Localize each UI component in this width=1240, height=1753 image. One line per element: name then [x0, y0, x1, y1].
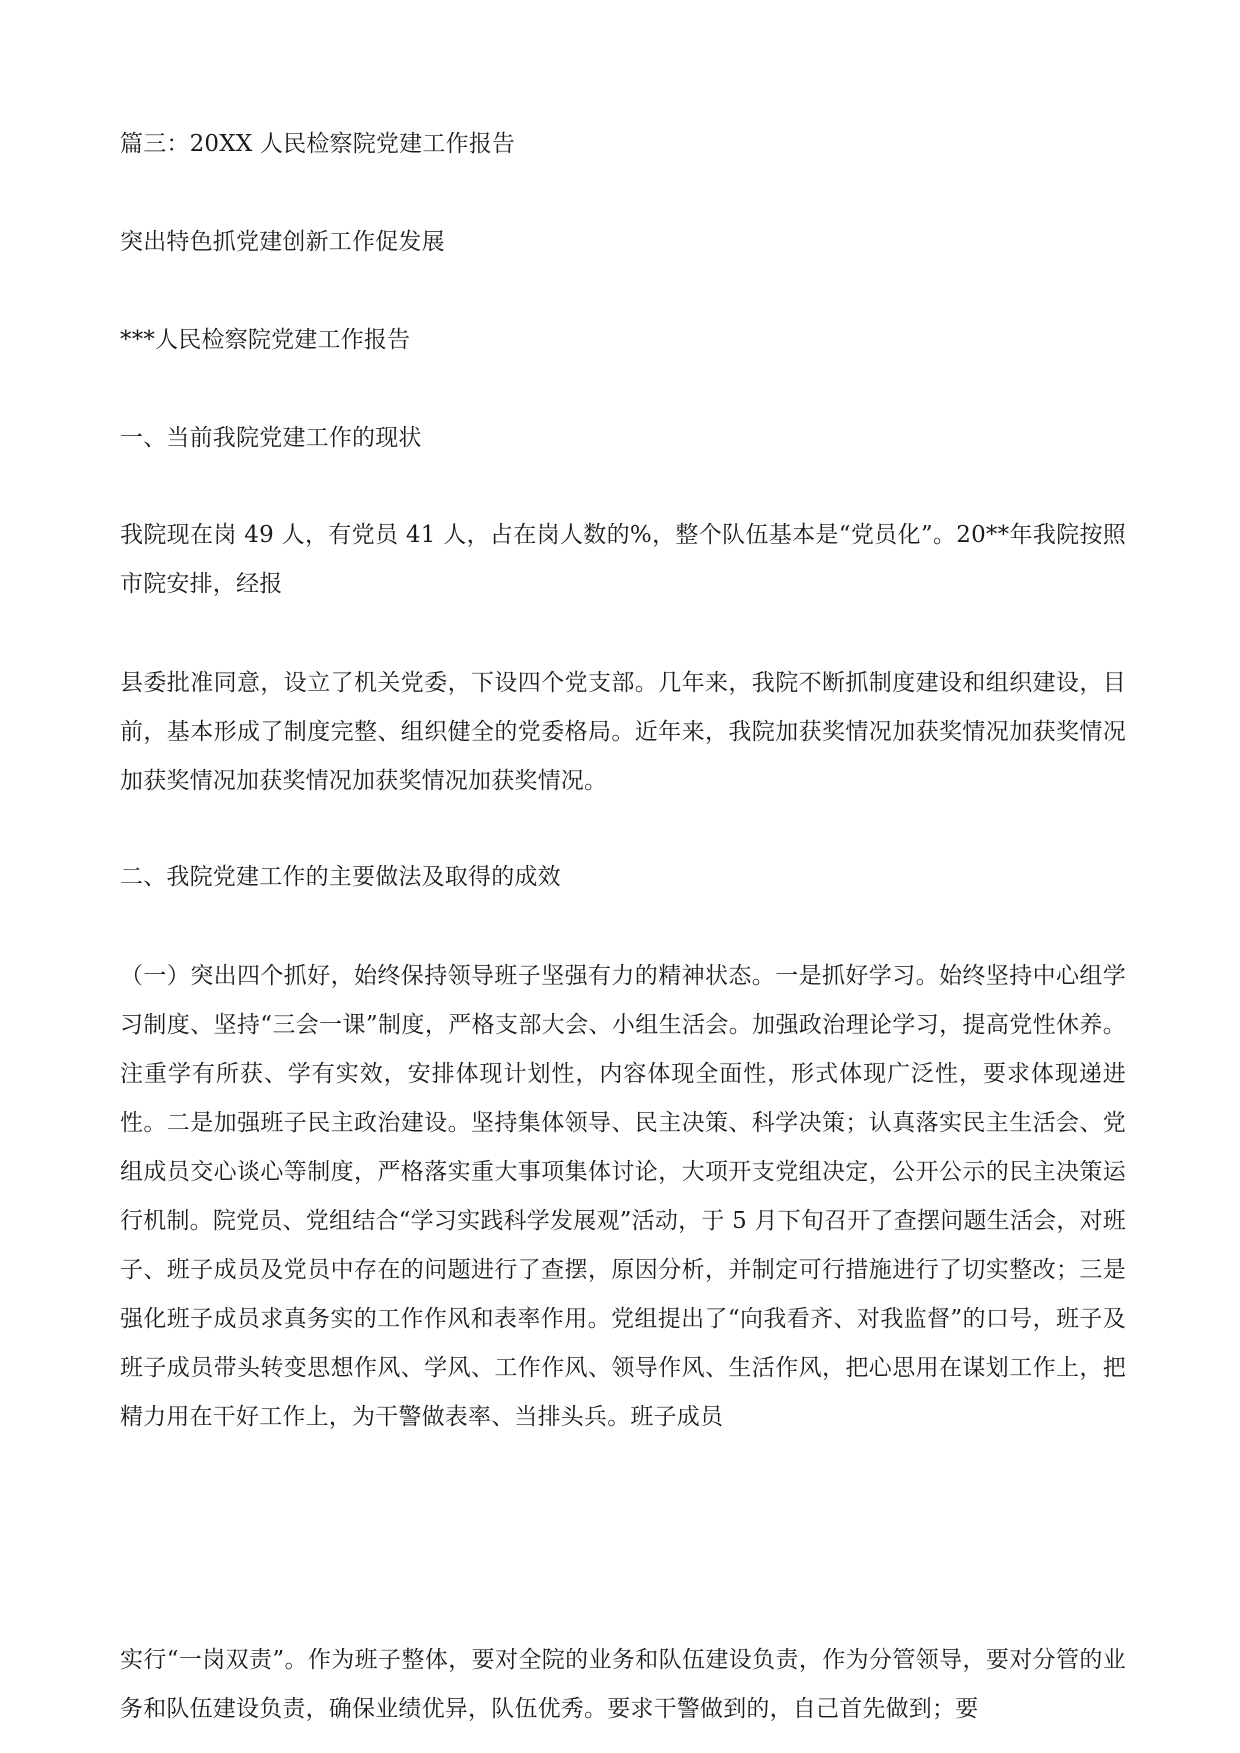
section2-paragraph-2: 实行“一岗双责”。作为班子整体，要对全院的业务和队伍建设负责，作为分管领导，要对分管的业务和队伍建设负责，确保业绩优异，队伍优秀。要求干警做到的，自己首先做到；要: [120, 1647, 1126, 1722]
section2-heading: 二、我院党建工作的主要做法及取得的成效: [120, 864, 561, 890]
section2-paragraph-1: （一）突出四个抓好，始终保持领导班子坚强有力的精神状态。一是抓好学习。始终坚持中心组学习制度、坚持“三会一课”制度，严格支部大会、小组生活会。加强政治理论学习，提高党性休养。注重学有所获、学有实效，安排体现计划性，内容体现全面性，形式体现广泛性，要求体现递进性。二是加强班子民主政治建设。坚持集体领导、民主决策、科学决策；认真落实民主生活会、党组成员交心谈心等制度，严格落实重大事项集体讨论，大项开支党组决定，公开公示的民主决策运行机制。院党员、党组结合“学习实践科学发展观”活动，于 5 月下旬召开了查摆问题生活会，对班子、班子成员及党员中存在的问题进行了查摆，原因分析，并制定可行措施进行了切实整改；三是强化班子成员求真务实的工作作风和表率作用。党组提出了“向我看齐、对我监督”的口号，班子及班子成员带头转变思想作风、学风、工作作风、领导作风、生活作风，把心思用在谋划工作上，把精力用在干好工作上，为干警做表率、当排头兵。班子成员: [120, 963, 1126, 1430]
document-subtitle: 突出特色抓党建创新工作促发展: [120, 229, 445, 255]
report-org-title: ***人民检察院党建工作报告: [120, 327, 411, 353]
document-title: 篇三：20XX 人民检察院党建工作报告: [120, 131, 516, 157]
section1-paragraph-1: 我院现在岗 49 人，有党员 41 人，占在岗人数的%，整个队伍基本是“党员化”。20**年我院按照市院安排，经报: [120, 522, 1126, 597]
section1-heading: 一、当前我院党建工作的现状: [120, 425, 422, 451]
section1-paragraph-2: 县委批准同意，设立了机关党委，下设四个党支部。几年来，我院不断抓制度建设和组织建设，目前，基本形成了制度完整、组织健全的党委格局。近年来，我院加获奖情况加获奖情况加获奖情况加获奖情况加获奖情况加获奖情况加获奖情况。: [120, 670, 1126, 794]
